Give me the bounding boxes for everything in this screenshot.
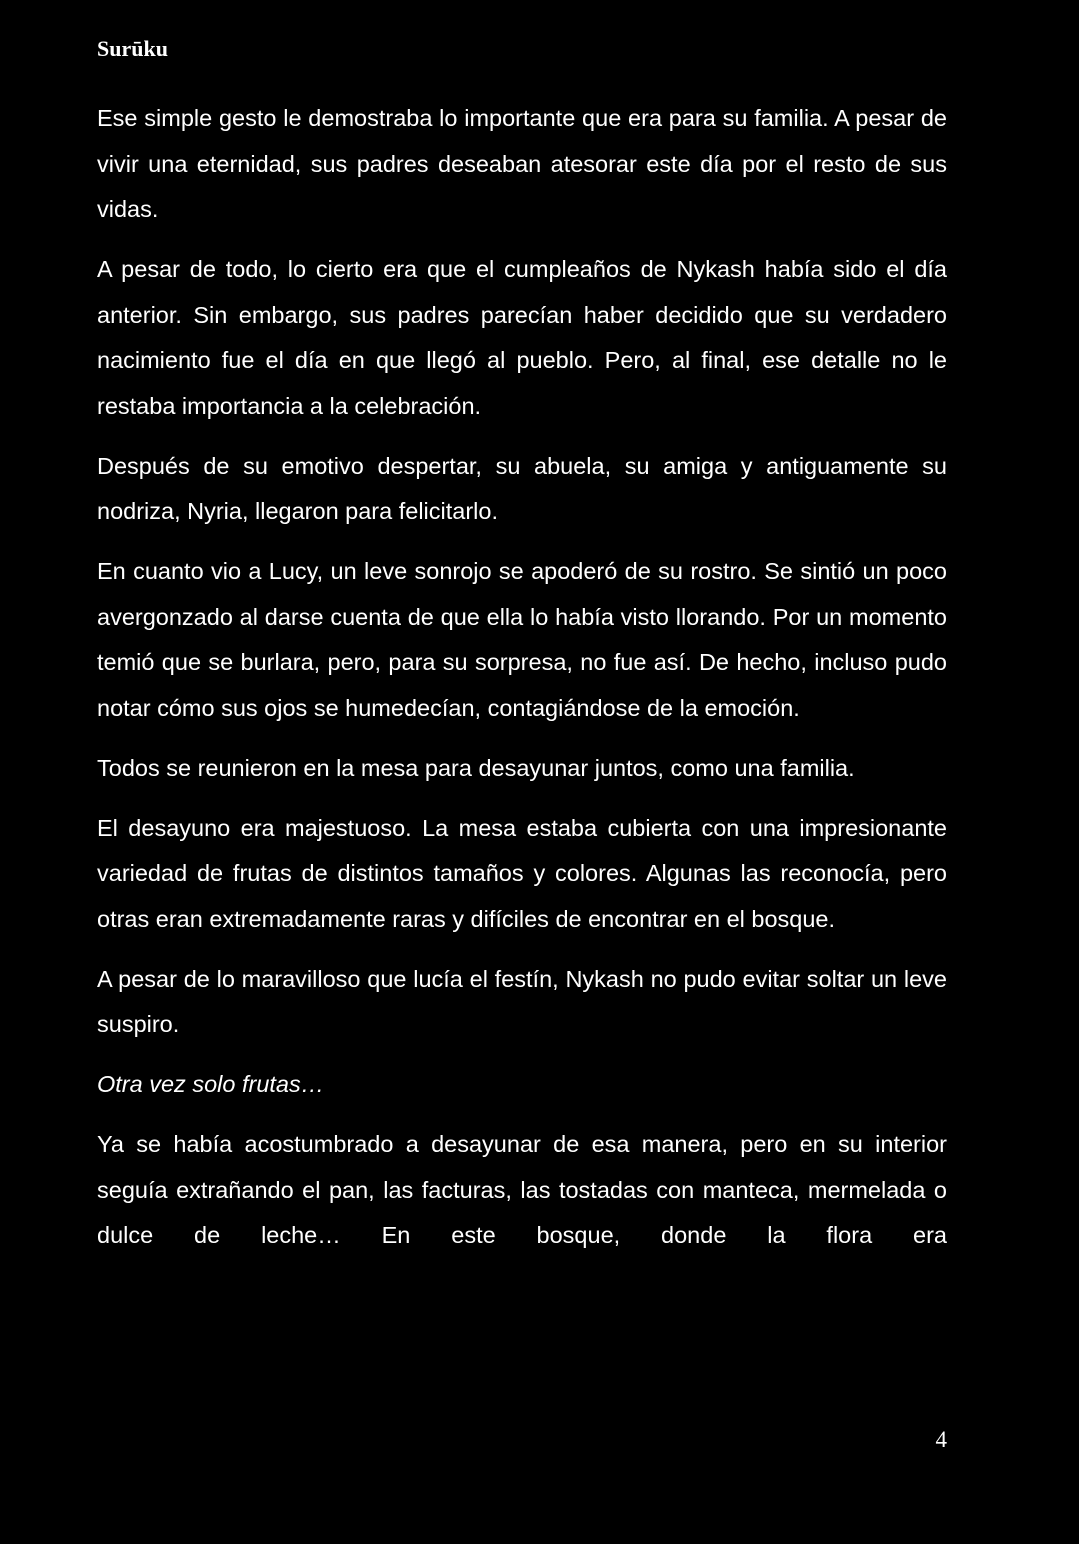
paragraph: Todos se reunieron en la mesa para desayunar juntos, como una familia. xyxy=(97,754,855,781)
page-bottom-edge xyxy=(0,1544,1079,1554)
paragraph-continued: Ya se había acostumbrado a desayunar de esa manera, pero en su interior seguía extrañando el pan, las facturas, las tostadas con manteca, mermelada o dulce de leche… En este bosque, donde la flora era xyxy=(97,1131,947,1248)
paragraph-italic-thought: Otra vez solo frutas… xyxy=(97,1071,325,1097)
paragraph: A pesar de lo maravilloso que lucía el festín, Nykash no pudo evitar soltar un leve suspiro. xyxy=(97,965,947,1037)
body-text xyxy=(97,96,947,1273)
paragraph: En cuanto vio a Lucy, un leve sonrojo se apoderó de su rostro. Se sintió un poco avergonzado al darse cuenta de que ella lo había visto llorando. Por un momento temió que se burlara, pero, para su sorpresa, no fue así. De hecho, incluso pudo notar cómo sus ojos se humedecían, contagiándose de la emoción. xyxy=(97,558,947,721)
running-header: Surūku xyxy=(97,36,168,61)
paragraph: Después de su emotivo despertar, su abuela, su amiga y antiguamente su nodriza, Nyria, llegaron para felicitarlo. xyxy=(97,452,947,524)
paragraph: Ese simple gesto le demostraba lo importante que era para su familia. A pesar de vivir una eternidad, sus padres deseaban atesorar este día por el resto de sus vidas. xyxy=(97,105,947,222)
paragraph: A pesar de todo, lo cierto era que el cumpleaños de Nykash había sido el día anterior. Sin embargo, sus padres parecían haber decidido que su verdadero nacimiento fue el día en que llegó al pueblo. Pero, al final, ese detalle no le restaba importancia a la celebración. xyxy=(97,256,947,419)
paragraph: El desayuno era majestuoso. La mesa estaba cubierta con una impresionante variedad de frutas de distintos tamaños y colores. Algunas las reconocía, pero otras eran extremadamente raras y difíciles de encontrar en el bosque. xyxy=(97,814,947,932)
page-number: 4 xyxy=(935,1427,947,1452)
